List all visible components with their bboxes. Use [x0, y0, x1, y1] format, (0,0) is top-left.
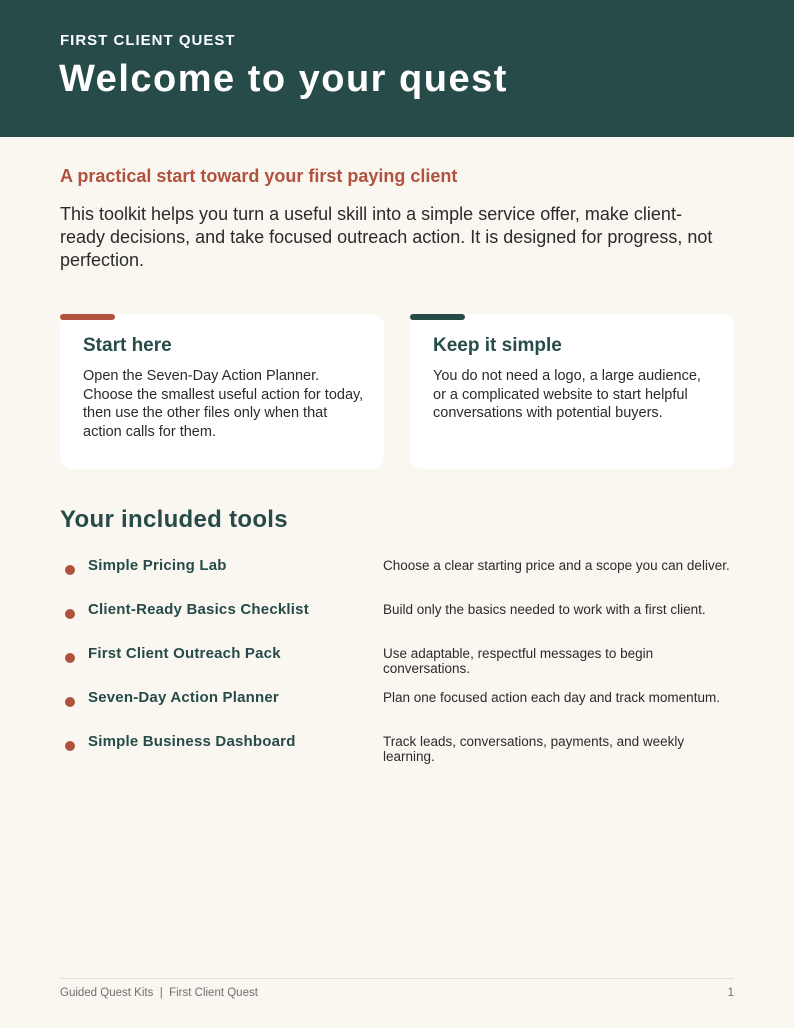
tool-name: Simple Business Dashboard	[88, 733, 296, 750]
bullet-dot-icon	[65, 697, 75, 707]
tool-description: Choose a clear starting price and a scope you can deliver.	[383, 558, 730, 573]
bullet-dot-icon	[65, 653, 75, 663]
intro-subtitle: A practical start toward your first paying client	[60, 166, 458, 186]
bullet-dot-icon	[65, 565, 75, 575]
header-banner	[0, 0, 794, 137]
bullet-dot-icon	[65, 741, 75, 751]
tool-description: Track leads, conversations, payments, and weekly learning.	[383, 734, 685, 764]
tools-heading: Your included tools	[60, 506, 288, 533]
tool-name: Simple Pricing Lab	[88, 557, 227, 574]
bullet-dot-icon	[65, 609, 75, 619]
tool-description: Build only the basics needed to work with a first client.	[383, 602, 706, 617]
tool-item-client-ready-checklist	[60, 601, 734, 625]
tool-item-action-planner	[60, 689, 734, 713]
card-accent-bar	[60, 314, 115, 320]
tool-description: Use adaptable, respectful messages to begin conversations.	[383, 646, 654, 676]
tool-item-outreach-pack	[60, 645, 734, 676]
card-start-here	[60, 314, 384, 469]
eyebrow-label: FIRST CLIENT QUEST	[60, 32, 236, 49]
page-title: Welcome to your quest	[59, 58, 508, 100]
tool-name: Client-Ready Basics Checklist	[88, 601, 309, 618]
card-body: You do not need a logo, a large audience, or a complicated website to start helpful conversations with potential buyers.	[433, 368, 701, 421]
card-title: Start here	[83, 335, 172, 356]
card-keep-it-simple	[410, 314, 734, 469]
tool-description: Plan one focused action each day and track momentum.	[383, 690, 720, 705]
tool-name: Seven-Day Action Planner	[88, 689, 279, 706]
card-accent-bar	[410, 314, 465, 320]
tool-item-business-dashboard	[60, 733, 734, 764]
tool-name: First Client Outreach Pack	[88, 645, 281, 662]
page-number: 1	[727, 987, 734, 999]
footer-text: Guided Quest Kits | First Client Quest	[60, 987, 258, 999]
card-title: Keep it simple	[433, 335, 562, 356]
footer-divider	[60, 978, 734, 979]
tool-item-simple-pricing-lab	[60, 557, 734, 581]
card-body: Open the Seven-Day Action Planner. Choose the smallest useful action for today, then use the other files only when that action calls for them.	[83, 368, 364, 440]
intro-paragraph: This toolkit helps you turn a useful skill into a simple service offer, make client-ready decisions, and take focused outreach action. It is designed for progress, not perfection.	[60, 204, 713, 270]
